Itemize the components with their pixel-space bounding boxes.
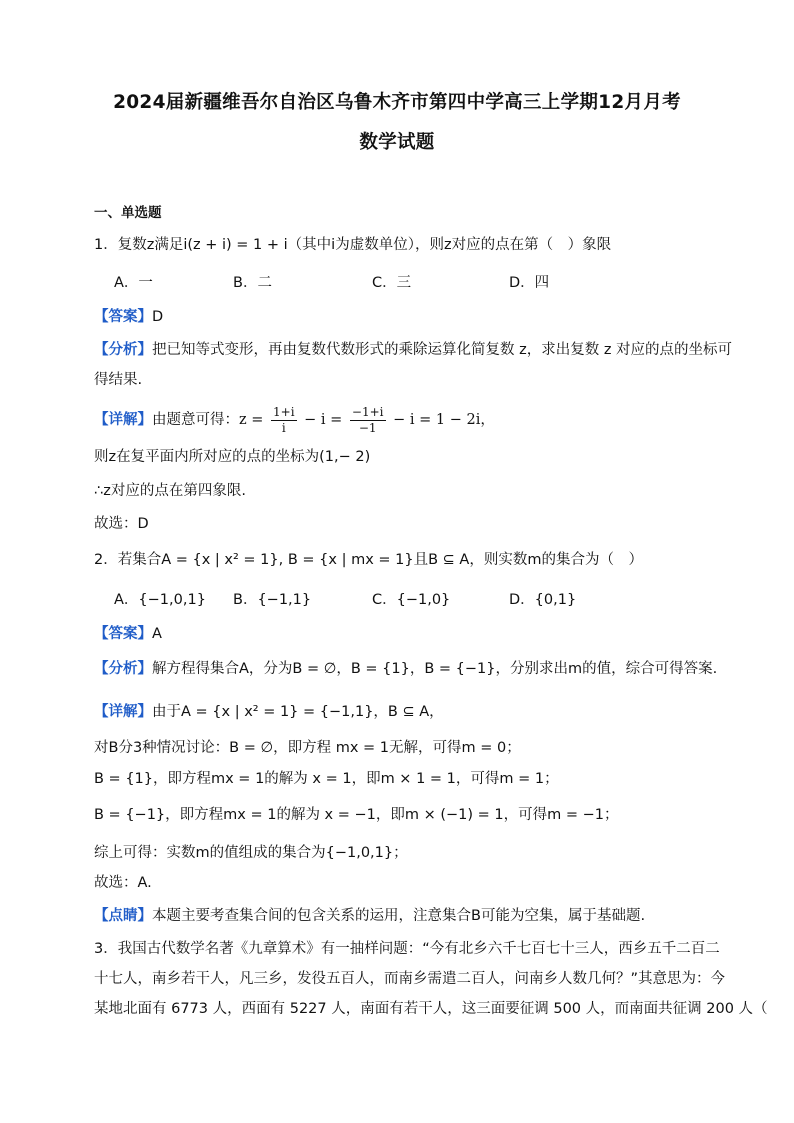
analysis-text: 解方程得集合A，分为B = ∅，B = {1}，B = {−1}，分别求出m的值，综合可得答案. [152, 661, 718, 677]
q1-stem: 1．复数z满足i(z + i) = 1 + i（其中i为虚数单位），则z对应的点在第（ ）象限 [94, 237, 612, 253]
detail-mid: − i = [304, 412, 343, 428]
q2-answer [94, 624, 162, 644]
detail-tag: 【详解】 [94, 412, 152, 428]
q1-answer [94, 307, 163, 327]
detail-pre: 由题意可得：z = [152, 412, 264, 428]
analysis-tag: 【分析】 [94, 342, 152, 358]
q3-line-3: 某地北面有 6773 人，西面有 5227 人，南面有若干人，这三面要征调 500 人，而南面共征调 200 人（ [94, 1001, 768, 1017]
q2-option-b: B．{−1,1} [233, 592, 312, 608]
q2-analysis [94, 659, 717, 679]
q2-case-2: B = {−1}，即方程mx = 1的解为 x = −1，即m × (−1) = 1，可得m = −1； [94, 807, 619, 823]
q1-option-c: C．三 [372, 275, 412, 291]
q2-comment [94, 906, 645, 926]
comment-tag: 【点睛】 [94, 908, 152, 924]
fraction-2-num: −1+i [351, 404, 384, 419]
q2-option-d: D．{0,1} [509, 592, 577, 608]
fraction-2 [350, 405, 386, 436]
q3-line-2: 十七人，南乡若干人，凡三乡，发役五百人，而南乡需遣二百人，问南乡人数几何？”其意思为：今 [94, 971, 726, 987]
answer-tag: 【答案】 [94, 309, 152, 325]
q1-detail-line2: 则z在复平面内所对应的点的坐标为(1,− 2) [94, 449, 371, 465]
q2-summary: 综上可得：实数m的值组成的集合为{−1,0,1}； [94, 845, 408, 861]
q2-case-0: 对B分3种情况讨论：B = ∅，即方程 mx = 1无解，可得m = 0； [94, 740, 521, 756]
document-subtitle: 数学试题 [359, 132, 435, 153]
detail-text: 由于A = {x | x² = 1} = {−1,1}，B ⊆ A， [152, 704, 444, 720]
q1-detail [94, 402, 495, 438]
fraction-1-den: i [281, 420, 286, 435]
q1-analysis-cont: 得结果. [94, 372, 143, 388]
section-heading: 一、单选题 [94, 205, 162, 221]
analysis-text: 把已知等式变形，再由复数代数形式的乘除运算化简复数 z，求出复数 z 对应的点的坐标可 [152, 342, 733, 358]
answer-value: A [152, 626, 162, 642]
q1-option-b: B．二 [233, 275, 272, 291]
q2-option-a: A．{−1,0,1} [114, 592, 206, 608]
q1-option-d: D．四 [509, 275, 550, 291]
q1-detail-line3: ∴z对应的点在第四象限. [94, 483, 246, 499]
detail-post: − i = 1 − 2i， [393, 412, 495, 428]
q1-option-a: A．一 [114, 275, 153, 291]
q2-stem: 2．若集合A = {x | x² = 1}, B = {x | mx = 1}且B ⊆ A，则实数m的集合为（ ） [94, 552, 643, 568]
q2-choose: 故选：A. [94, 875, 152, 891]
comment-text: 本题主要考查集合间的包含关系的运用，注意集合B可能为空集，属于基础题. [152, 908, 646, 924]
q1-analysis [94, 340, 732, 360]
q2-option-c: C．{−1,0} [372, 592, 451, 608]
detail-tag: 【详解】 [94, 704, 152, 720]
q3-line-1: 3．我国古代数学名著《九章算术》有一抽样问题：“今有北乡六千七百七十三人，西乡五千二百二 [94, 941, 720, 957]
fraction-1-num: 1+i [273, 404, 295, 419]
q2-detail [94, 702, 444, 722]
answer-value: D [152, 309, 164, 325]
fraction-1 [271, 405, 297, 436]
q2-case-1: B = {1}，即方程mx = 1的解为 x = 1，即m × 1 = 1，可得m = 1； [94, 771, 559, 787]
analysis-tag: 【分析】 [94, 661, 152, 677]
q1-choose: 故选：D [94, 516, 149, 532]
fraction-2-den: −1 [358, 420, 377, 435]
answer-tag: 【答案】 [94, 626, 152, 642]
document-title: 2024届新疆维吾尔自治区乌鲁木齐市第四中学高三上学期12月月考 [113, 92, 681, 113]
